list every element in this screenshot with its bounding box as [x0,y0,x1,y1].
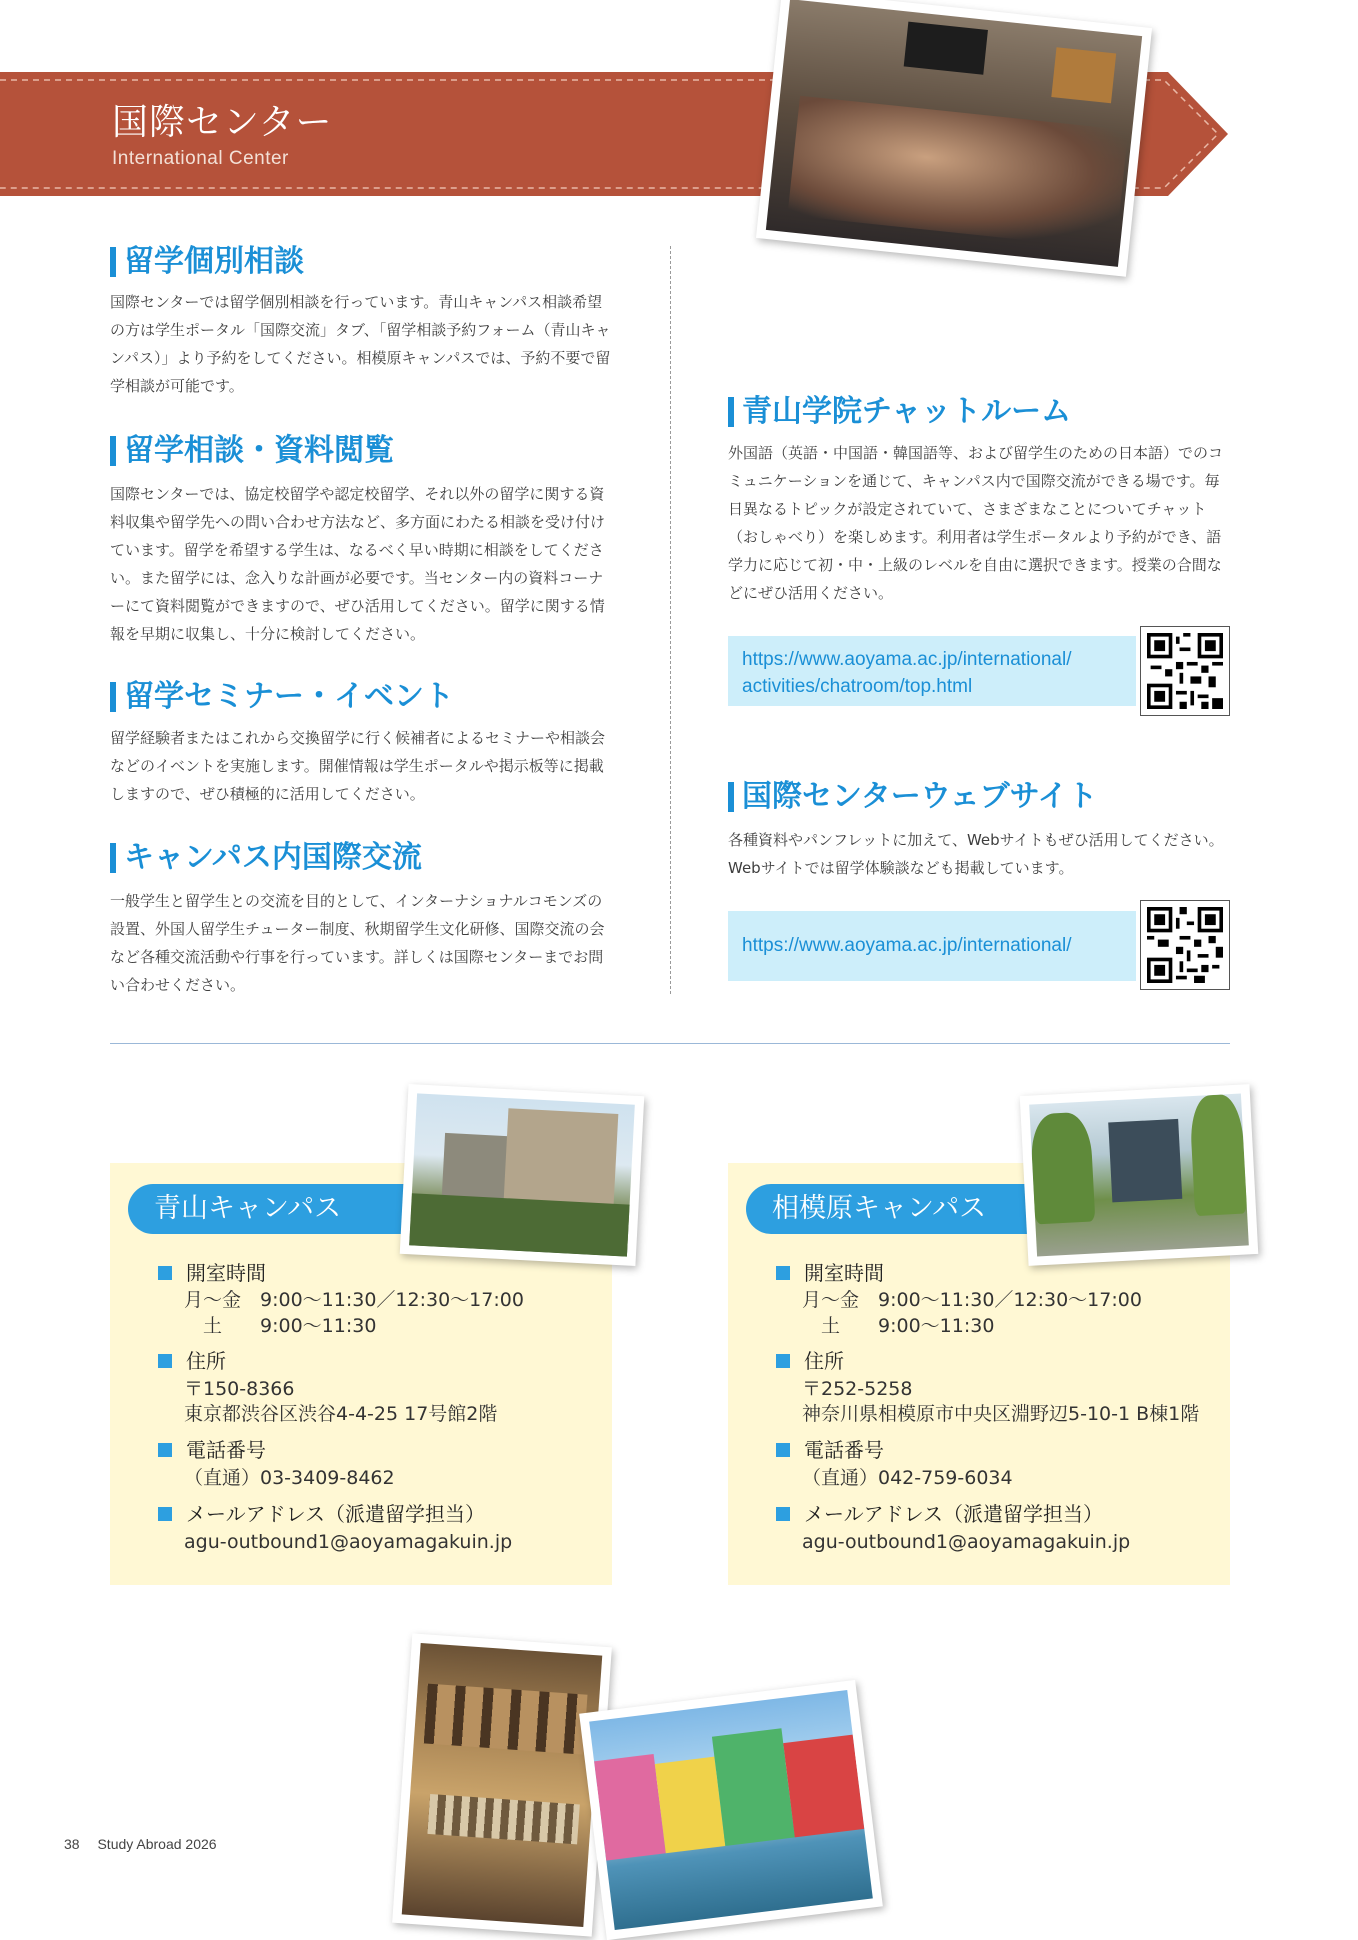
section-title-consultation: 留学個別相談 [110,244,304,280]
section-body-seminar: 留学経験者またはこれから交換留学に行く候補者によるセミナーや相談会などのイベントを実施します。開催情報は学生ポータルや掲示板等に掲載しますので、ぜひ積極的に活用してください。 [110,729,606,803]
aoyama-campus-photo [400,1084,645,1266]
sagamihara-hours-saturday: 土 9:00～11:30 [802,1315,995,1337]
sagamihara-postal-code: 〒252-5258 [802,1378,913,1400]
section-body-chatroom: 外国語（英語・中国語・韓国語等、および留学生のための日本語）でのコミュニケーションを通じて、キャンパス内で国際交流ができる場です。毎日異なるトピックが設定されていて、さまざまなことについてチャット（おしゃべり）を楽しめます。利用者は学生ポータルより予約ができ、語学力に応じて初・中・上級のレベルを自由に選択できます。授業の合間などにぜひ活用ください。 [728,444,1224,602]
column-divider [670,246,671,994]
sagamihara-hours-weekday: 月～金 9:00～11:30／12:30～17:00 [802,1289,1142,1311]
chatroom-url-link[interactable] [728,636,1136,706]
aoyama-postal-code: 〒150-8366 [184,1378,295,1400]
sagamihara-address: 神奈川県相模原市中央区淵野辺5-10-1 B棟1階 [802,1403,1200,1425]
opera-house-photo [392,1633,612,1936]
website-url-link[interactable] [728,911,1136,981]
international-center-photo [756,0,1152,277]
section-body-website: 各種資料やパンフレットに加えて、Webサイトもぜひ活用してください。Webサイトでは留学体験談なども掲載しています。 [728,831,1224,877]
page-number: 38 [64,1836,80,1852]
website-qr-code[interactable] [1140,900,1230,990]
page-title: 国際センター [112,102,333,143]
section-separator [110,1043,1230,1044]
sagamihara-phone: （直通）042-759-6034 [802,1467,1013,1489]
aoyama-hours-saturday: 土 9:00～11:30 [184,1315,377,1337]
section-title-seminar: 留学セミナー・イベント [110,679,454,715]
aoyama-phone-label: 電話番号 [158,1437,266,1463]
section-body-materials: 国際センターでは、協定校留学や認定校留学、それ以外の留学に関する資料収集や留学先への問い合わせ方法など、多方面にわたる相談を受け付けています。留学を希望する学生は、なるべく早い時期に相談をしてください。また留学には、念入りな計画が必要です。当センター内の資料コーナーにて資料閲覧ができますので、ぜひ活用してください。留学に関する情報を早期に収集し、十分に検討してください。 [110,485,606,643]
venice-canal-photo [579,1680,883,1940]
aoyama-email[interactable]: agu-outbound1@aoyamagakuin.jp [184,1531,513,1553]
sagamihara-hours-label: 開室時間 [776,1260,884,1286]
section-title-exchange: キャンパス内国際交流 [110,840,422,876]
qr-pattern-icon [1147,633,1223,709]
chatroom-url-line1: https://www.aoyama.ac.jp/international/ [742,649,1072,670]
sagamihara-phone-label: 電話番号 [776,1437,884,1463]
qr-pattern-icon [1147,907,1223,983]
aoyama-hours-weekday: 月～金 9:00～11:30／12:30～17:00 [184,1289,524,1311]
aoyama-campus-label: 青山キャンパス [128,1184,414,1234]
aoyama-email-label: メールアドレス（派遣留学担当） [158,1501,485,1527]
section-title-website: 国際センターウェブサイト [728,779,1098,815]
sagamihara-email[interactable]: agu-outbound1@aoyamagakuin.jp [802,1531,1131,1553]
chatroom-url-line2: activities/chatroom/top.html [742,676,973,697]
section-body-consultation: 国際センターでは留学個別相談を行っています。青山キャンパス相談希望の方は学生ポータル「国際交流」タブ、「留学相談予約フォーム（青山キャンパス）」より予約をしてください。相模原キャンパスでは、予約不要で留学相談が可能です。 [110,293,611,395]
aoyama-phone: （直通）03-3409-8462 [184,1467,395,1489]
page-subtitle: International Center [112,148,289,169]
chatroom-qr-code[interactable] [1140,626,1230,716]
section-title-materials: 留学相談・資料閲覧 [110,433,394,469]
sagamihara-address-label: 住所 [776,1348,844,1374]
aoyama-hours-label: 開室時間 [158,1260,266,1286]
sagamihara-campus-photo [1020,1084,1259,1266]
aoyama-address-label: 住所 [158,1348,226,1374]
page-footer [64,1836,217,1852]
section-body-exchange: 一般学生と留学生との交流を目的として、インターナショナルコモンズの設置、外国人留学生チューター制度、秋期留学生文化研修、国際交流の会など各種交流活動や行事を行っています。詳しくは国際センターまでお問い合わせください。 [110,892,605,994]
publication-name: Study Abroad 2026 [97,1836,217,1852]
aoyama-address: 東京都渋谷区渋谷4-4-25 17号館2階 [184,1403,498,1425]
website-url-text: https://www.aoyama.ac.jp/international/ [742,935,1072,956]
section-title-chatroom: 青山学院チャットルーム [728,394,1071,430]
sagamihara-campus-label: 相模原キャンパス [746,1184,1032,1234]
sagamihara-email-label: メールアドレス（派遣留学担当） [776,1501,1103,1527]
